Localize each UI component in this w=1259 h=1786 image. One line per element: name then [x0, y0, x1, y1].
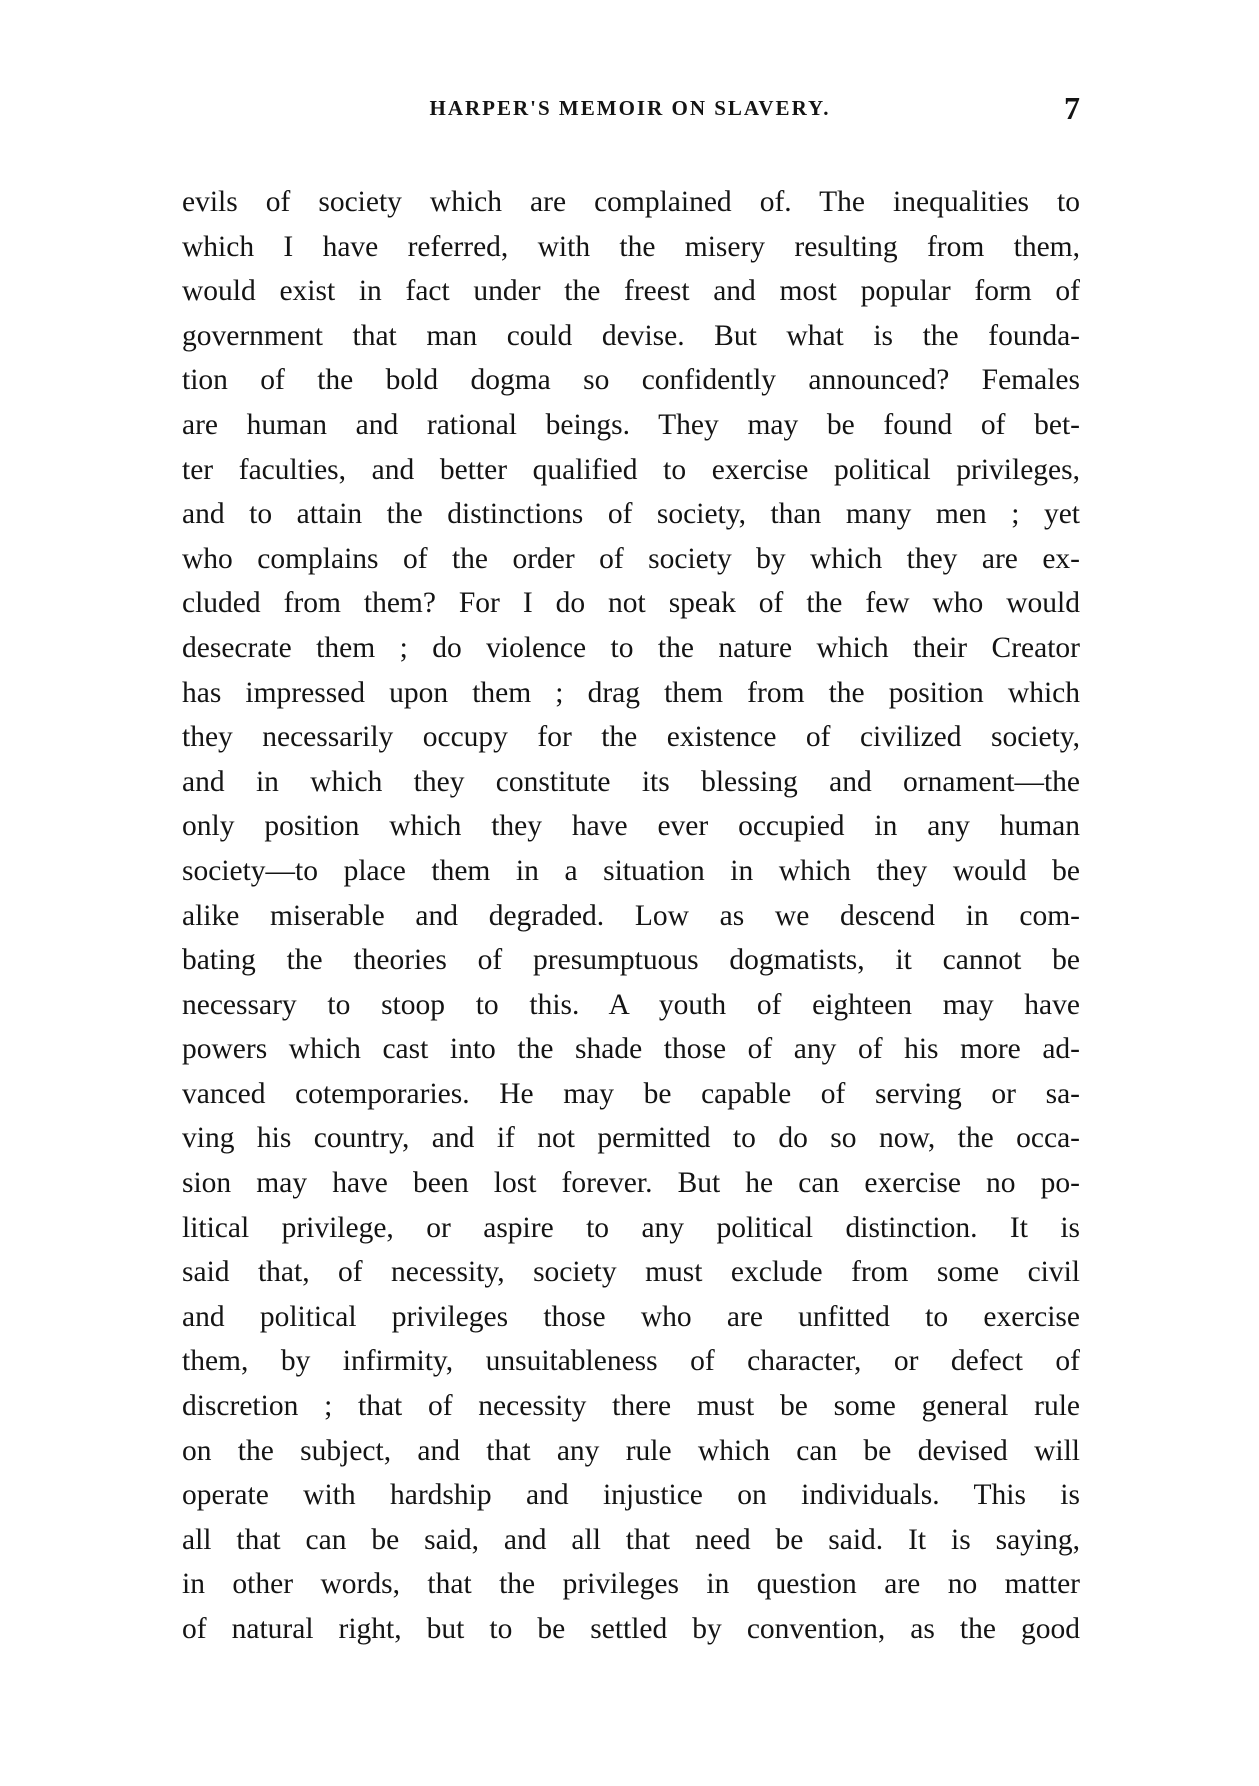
text-line: discretion ; that of necessity there must be some general rule: [182, 1390, 1080, 1423]
text-line: which I have referred, with the misery resulting from them,: [182, 230, 1080, 263]
running-title: HARPER'S MEMOIR ON SLAVERY.: [429, 96, 831, 120]
text-line: alike miserable and degraded. Low as we descend in com-: [182, 899, 1080, 932]
running-head: [180, 92, 1080, 132]
text-line: on the subject, and that any rule which can be devised will: [182, 1434, 1080, 1467]
text-line: government that man could devise. But what is the founda-: [182, 319, 1080, 352]
text-line: ving his country, and if not permitted to do so now, the occa-: [182, 1122, 1080, 1155]
text-line: vanced cotemporaries. He may be capable of serving or sa-: [182, 1077, 1080, 1110]
text-line: society—to place them in a situation in which they would be: [182, 854, 1080, 887]
text-line: cluded from them? For I do not speak of the few who would: [182, 587, 1080, 620]
text-line: sion may have been lost forever. But he can exercise no po-: [182, 1167, 1080, 1200]
text-line: in other words, that the privileges in question are no matter: [182, 1568, 1080, 1601]
body-text: [182, 180, 1080, 1652]
text-line: bating the theories of presumptuous dogmatists, it cannot be: [182, 944, 1080, 977]
text-line: they necessarily occupy for the existence of civilized society,: [182, 721, 1080, 754]
text-line: evils of society which are complained of. The inequalities to: [182, 186, 1080, 218]
text-line: desecrate them ; do violence to the nature which their Creator: [182, 631, 1080, 664]
text-line: all that can be said, and all that need be said. It is saying,: [182, 1523, 1080, 1556]
text-line: of natural right, but to be settled by convention, as the good: [182, 1613, 1080, 1645]
text-line: them, by infirmity, unsuitableness of character, or defect of: [182, 1345, 1080, 1378]
text-line: and political privileges those who are unfitted to exercise: [182, 1300, 1080, 1333]
text-line: would exist in fact under the freest and most popular form of: [182, 275, 1080, 308]
text-line: litical privilege, or aspire to any political distinction. It is: [182, 1211, 1080, 1244]
text-line: tion of the bold dogma so confidently announced? Females: [182, 364, 1080, 397]
text-line: and to attain the distinctions of society, than many men ; yet: [182, 498, 1080, 531]
text-line: and in which they constitute its blessing and ornament—the: [182, 765, 1080, 798]
text-line: ter faculties, and better qualified to exercise political privileges,: [182, 453, 1080, 486]
text-line: has impressed upon them ; drag them from the position which: [182, 676, 1080, 709]
text-line: said that, of necessity, society must exclude from some civil: [182, 1256, 1080, 1289]
text-line: only position which they have ever occupied in any human: [182, 810, 1080, 843]
text-line: who complains of the order of society by which they are ex-: [182, 542, 1080, 575]
text-line: are human and rational beings. They may be found of bet-: [182, 408, 1080, 441]
text-line: powers which cast into the shade those of any of his more ad-: [182, 1033, 1080, 1066]
text-line: operate with hardship and injustice on individuals. This is: [182, 1479, 1080, 1512]
text-line: necessary to stoop to this. A youth of eighteen may have: [182, 988, 1080, 1021]
page-number: 7: [1064, 90, 1080, 126]
